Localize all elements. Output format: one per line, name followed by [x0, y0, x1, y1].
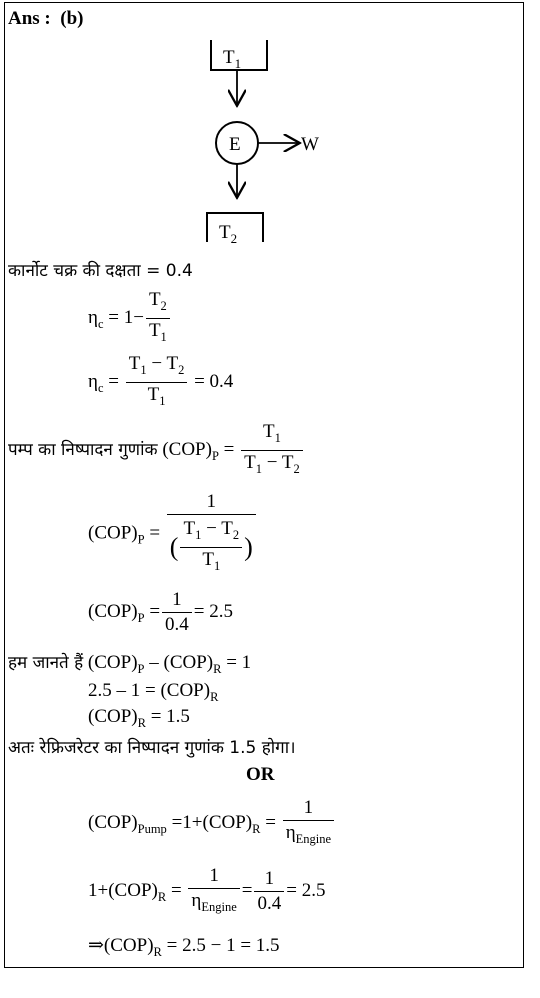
engine-label: E [229, 134, 241, 155]
heat-engine-diagram [190, 38, 350, 248]
ans-option: (b) [60, 8, 84, 29]
efficiency-equation-1: $\eta_c = 1-$ $\frac{T_2}{T_1}$ [88, 288, 172, 349]
pump-cop-value: $(COP)_P$ = $\frac{1}{0.4}$ = 2.5 [88, 589, 234, 635]
hot-reservoir-label: $T_1$ [223, 47, 242, 71]
conclusion-line: अतः रेफ्रिजरेटर का निष्पादन गुणांक 1.5 होगा। [8, 738, 296, 758]
carnot-efficiency-line: कार्नोट चक्र की दक्षता = 0.4 [8, 261, 193, 281]
work-label: W [301, 134, 319, 155]
ans-label: Ans : [8, 8, 51, 29]
efficiency-equation-2: $\eta_c$ = $\frac{T_1 - T_2}{T_1}$ = 0.4 [88, 353, 234, 408]
refrigerator-cop-line: $(COP)_R = 1.5$ [88, 706, 190, 730]
cop-relation-line: हम जानते हैं $(COP)_P - (COP)_R = 1$ [8, 652, 252, 676]
or-separator: OR [246, 764, 275, 785]
cold-reservoir-label: $T_2$ [219, 222, 238, 246]
pump-cop-equation: पम्प का निष्पादन गुणांक $(COP)_P$ = $\frac{T_1}{T_1 - T_2}$ [8, 420, 305, 481]
cop-step-line: $2.5 - 1 = (COP)_R$ [88, 680, 219, 704]
alternate-equation-1: $(COP)_{Pump} =1+(COP)_R$ = $\frac{1}{\eta_{Engine}}$ [88, 796, 336, 851]
alternate-equation-2: $1+(COP)_R$ = $\frac{1}{\eta_{Engine}}$ = $\frac{1}{0.4}$ = 2.5 [88, 865, 326, 914]
alternate-result: $\Rightarrow(COP)_R = 2.5 - 1 = 1.5$ [88, 935, 280, 959]
answer-heading [8, 8, 84, 30]
pump-cop-reciprocal: $(COP)_P$ = 1 ( $\frac{T_1 - T_2}{T_1}$ ) [88, 490, 258, 578]
